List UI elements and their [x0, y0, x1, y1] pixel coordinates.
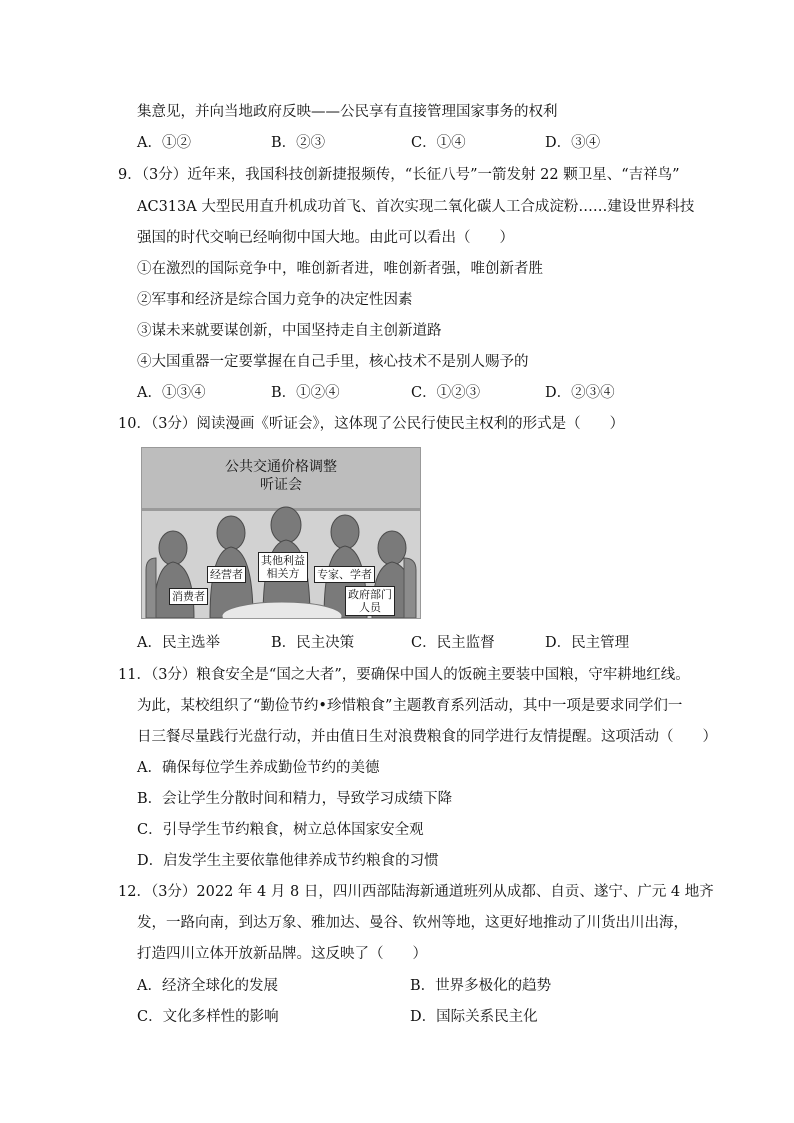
q12-stem-line3: 打造四川立体开放新品牌。这反映了（ ）	[137, 946, 427, 962]
q10-option-c[interactable]: C．民主监督	[411, 635, 495, 651]
q8-option-c[interactable]: C．①④	[411, 135, 466, 151]
q9-option-d[interactable]: D．②③④	[545, 385, 615, 401]
q11-option-a[interactable]: A．确保每位学生养成勤俭节约的美德	[137, 760, 380, 776]
q11-stem-line2: 为此，某校组织了“勤俭节约•珍惜粮食”主题教育系列活动，其中一项是要求同学们一	[137, 698, 683, 714]
q9-statement-3: ③谋未来就要谋创新，中国坚持走自主创新道路	[137, 323, 442, 339]
q9-statement-4: ④大国重器一定要掌握在自己手里，核心技术不是别人赐予的	[137, 354, 529, 370]
q9-option-c[interactable]: C．①②③	[411, 385, 481, 401]
q9-stem-line3: 强国的时代交响已经响彻中国大地。由此可以看出（ ）	[137, 230, 514, 246]
tag-consumer: 消费者	[169, 588, 208, 605]
q12-option-d[interactable]: D．国际关系民主化	[410, 1009, 538, 1025]
hearing-cartoon	[141, 447, 421, 619]
tag-operator: 经营者	[207, 566, 246, 583]
q9-stem-line1: 9．（3分）近年来，我国科技创新捷报频传，“长征八号”一箭发射 22 颗卫星、“吉祥鸟”	[118, 167, 680, 183]
q9-option-a[interactable]: A．①③④	[137, 385, 206, 401]
tag-government-line1: 政府部门	[348, 588, 392, 601]
q8-option-b[interactable]: B．②③	[271, 135, 326, 151]
tag-other-stakeholders	[258, 552, 308, 582]
tag-other-stakeholders-line1: 其他利益	[261, 554, 305, 567]
q10-option-d[interactable]: D．民主管理	[545, 635, 630, 651]
q11-stem-line1: 11．（3分）粮食安全是“国之大者”，要确保中国人的饭碗主要装中国粮，守牢耕地红线。	[118, 667, 690, 683]
q8-continuation: 集意见，并向当地政府反映——公民享有直接管理国家事务的权利	[137, 104, 558, 120]
q12-stem-line2: 发，一路向南，到达万象、雅加达、曼谷、钦州等地，这更好地推动了川货出川出海，	[137, 915, 688, 931]
q10-option-a[interactable]: A．民主选举	[137, 635, 220, 651]
q11-option-d[interactable]: D．启发学生主要依靠他律养成节约粮食的习惯	[137, 853, 439, 869]
q11-option-c[interactable]: C．引导学生节约粮食，树立总体国家安全观	[137, 822, 424, 838]
tag-government-line2: 人员	[359, 601, 381, 614]
tag-government	[345, 586, 395, 616]
board-title-line1: 公共交通价格调整	[225, 459, 337, 475]
tag-other-stakeholders-line2: 相关方	[266, 567, 300, 580]
q11-stem-line3: 日三餐尽量践行光盘行动，并由值日生对浪费粮食的同学进行友情提醒。这项活动（ ）	[137, 729, 717, 745]
q12-stem-line1: 12．（3分）2022 年 4 月 8 日，四川西部陆海新通道班列从成都、自贡、遂宁、广元 4 地齐	[118, 884, 714, 900]
q12-option-a[interactable]: A．经济全球化的发展	[137, 978, 278, 994]
q9-statement-1: ①在激烈的国际竞争中，唯创新者进，唯创新者强，唯创新者胜	[137, 261, 543, 277]
q9-stem-line2: AC313A 大型民用直升机成功首飞、首次实现二氧化碳人工合成淀粉……建设世界科技	[137, 199, 695, 215]
q12-option-b[interactable]: B．世界多极化的趋势	[410, 978, 552, 994]
q9-statement-2: ②军事和经济是综合国力竞争的决定性因素	[137, 292, 413, 308]
q10-stem: 10．（3分）阅读漫画《听证会》，这体现了公民行使民主权利的形式是（ ）	[118, 416, 625, 432]
q9-option-b[interactable]: B．①②④	[271, 385, 340, 401]
q11-option-b[interactable]: B．会让学生分散时间和精力，导致学习成绩下降	[137, 791, 453, 807]
board-title-line2: 听证会	[260, 477, 302, 493]
q8-option-d[interactable]: D．③④	[545, 135, 601, 151]
q12-option-c[interactable]: C．文化多样性的影响	[137, 1009, 279, 1025]
q10-option-b[interactable]: B．民主决策	[271, 635, 355, 651]
tag-experts: 专家、学者	[314, 566, 375, 583]
q8-option-a[interactable]: A．①②	[137, 135, 191, 151]
